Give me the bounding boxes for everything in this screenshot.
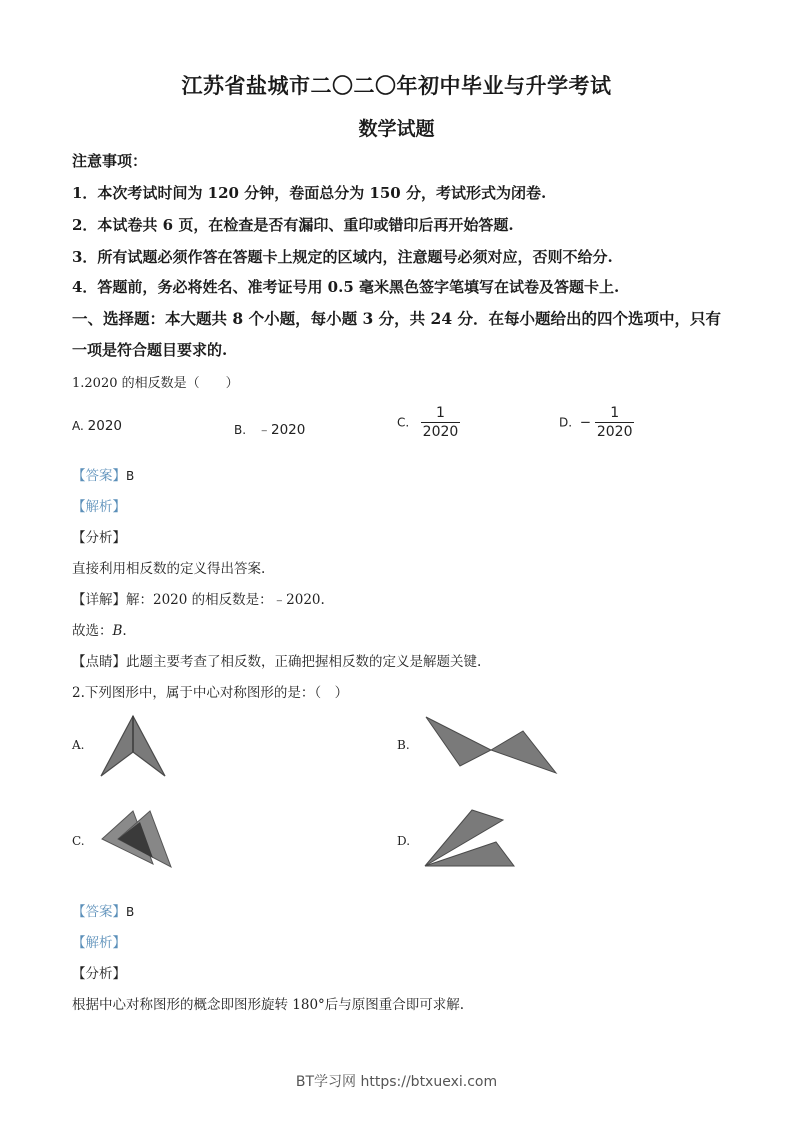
q2-option-c-label: C. xyxy=(72,834,85,848)
notice-item-1: 1．本次考试时间为 120 分钟，卷面总分为 150 分，考试形式为闭卷. xyxy=(72,184,547,202)
q1-option-b xyxy=(234,418,305,438)
q1-dianjing-tag: 【点睛】 xyxy=(72,654,126,670)
q2-shape-b-bowtie-icon xyxy=(420,712,565,778)
notice-item-2: 2．本试卷共 6 页，在检查是否有漏印、重印或错印后再开始答题. xyxy=(72,216,514,234)
q1-detail xyxy=(72,588,325,608)
q2-stem: 2.下列图形中，属于中心对称图形的是：（ ） xyxy=(72,685,349,701)
q1-option-d: D. − $\frac{1}{2020}$ xyxy=(559,405,633,440)
q1-detail-text: 解：2020 的相反数是：﹣2020. xyxy=(126,592,325,608)
footer-watermark: BT学习网 https://btxuexi.com xyxy=(295,1074,498,1090)
q2-option-b-label: B. xyxy=(397,738,410,752)
q1-choose: 故选：B. xyxy=(72,623,127,639)
q2-answer-tag: 【答案】 xyxy=(72,904,126,920)
q1-stem: 1.2020 的相反数是（ ） xyxy=(72,376,239,391)
q1-option-a-value: 2020 xyxy=(87,418,122,434)
section-heading-line1: 一、选择题：本大题共 8 个小题，每小题 3 分，共 24 分．在每小题给出的四个选项中，只有 xyxy=(72,309,722,328)
q2-answer xyxy=(72,900,134,920)
q1-fenxi-text: 直接利用相反数的定义得出答案. xyxy=(72,561,266,577)
q2-option-a-label: A. xyxy=(72,738,85,752)
q2-option-d-label: D. xyxy=(397,834,411,848)
q1-fenxi-tag: 【分析】 xyxy=(72,530,126,546)
notice-item-4: 4．答题前，务必将姓名、准考证号用 0.5 毫米黑色签字笔填写在试卷及答题卡上. xyxy=(72,278,620,296)
notice-heading: 注意事项： xyxy=(72,152,148,170)
q1-detail-tag: 【详解】 xyxy=(72,592,126,608)
q1-dianjing-text: 此题主要考查了相反数，正确把握相反数的定义是解题关键. xyxy=(126,654,482,670)
section-heading-line2: 一项是符合题目要求的. xyxy=(72,341,228,359)
q1-option-c-label: C. xyxy=(397,415,410,430)
q1-answer-value: B xyxy=(126,469,135,483)
q1-option-b-label: B. xyxy=(234,423,247,437)
q2-fenxi-text: 根据中心对称图形的概念即图形旋转 180°后与原图重合即可求解. xyxy=(72,997,465,1013)
q1-option-a xyxy=(72,418,122,434)
q2-shape-c-overlapping-triangles-icon xyxy=(98,808,178,870)
q1-option-c-fraction: $\frac{1}{2020}$ xyxy=(422,405,459,440)
q1-answer-tag: 【答案】 xyxy=(72,468,126,484)
q2-shape-a-arrowhead-icon xyxy=(95,712,170,780)
q2-analysis-tag: 【解析】 xyxy=(72,935,126,951)
q1-option-b-value: ﹣2020 xyxy=(257,422,306,438)
page-subtitle: 数学试题 xyxy=(358,118,435,140)
page-title: 江苏省盐城市二〇二〇年初中毕业与升学考试 xyxy=(181,73,612,98)
q1-option-c xyxy=(397,404,460,441)
q2-fenxi-tag: 【分析】 xyxy=(72,966,126,982)
q1-option-a-label: A. xyxy=(72,419,84,433)
q1-analysis-tag: 【解析】 xyxy=(72,499,126,515)
q1-option-d-fraction: $\frac{1}{2020}$ xyxy=(596,405,633,440)
notice-item-3: 3．所有试题必须作答在答题卡上规定的区域内，注意题号必须对应，否则不给分. xyxy=(72,248,613,266)
q1-option-d-label: D. xyxy=(559,415,573,430)
q2-shape-d-two-triangles-icon xyxy=(420,806,525,870)
q1-choose-value: B xyxy=(112,623,123,639)
q1-answer xyxy=(72,464,134,484)
q2-answer-value: B xyxy=(126,905,135,919)
q1-dianjing xyxy=(72,650,481,670)
